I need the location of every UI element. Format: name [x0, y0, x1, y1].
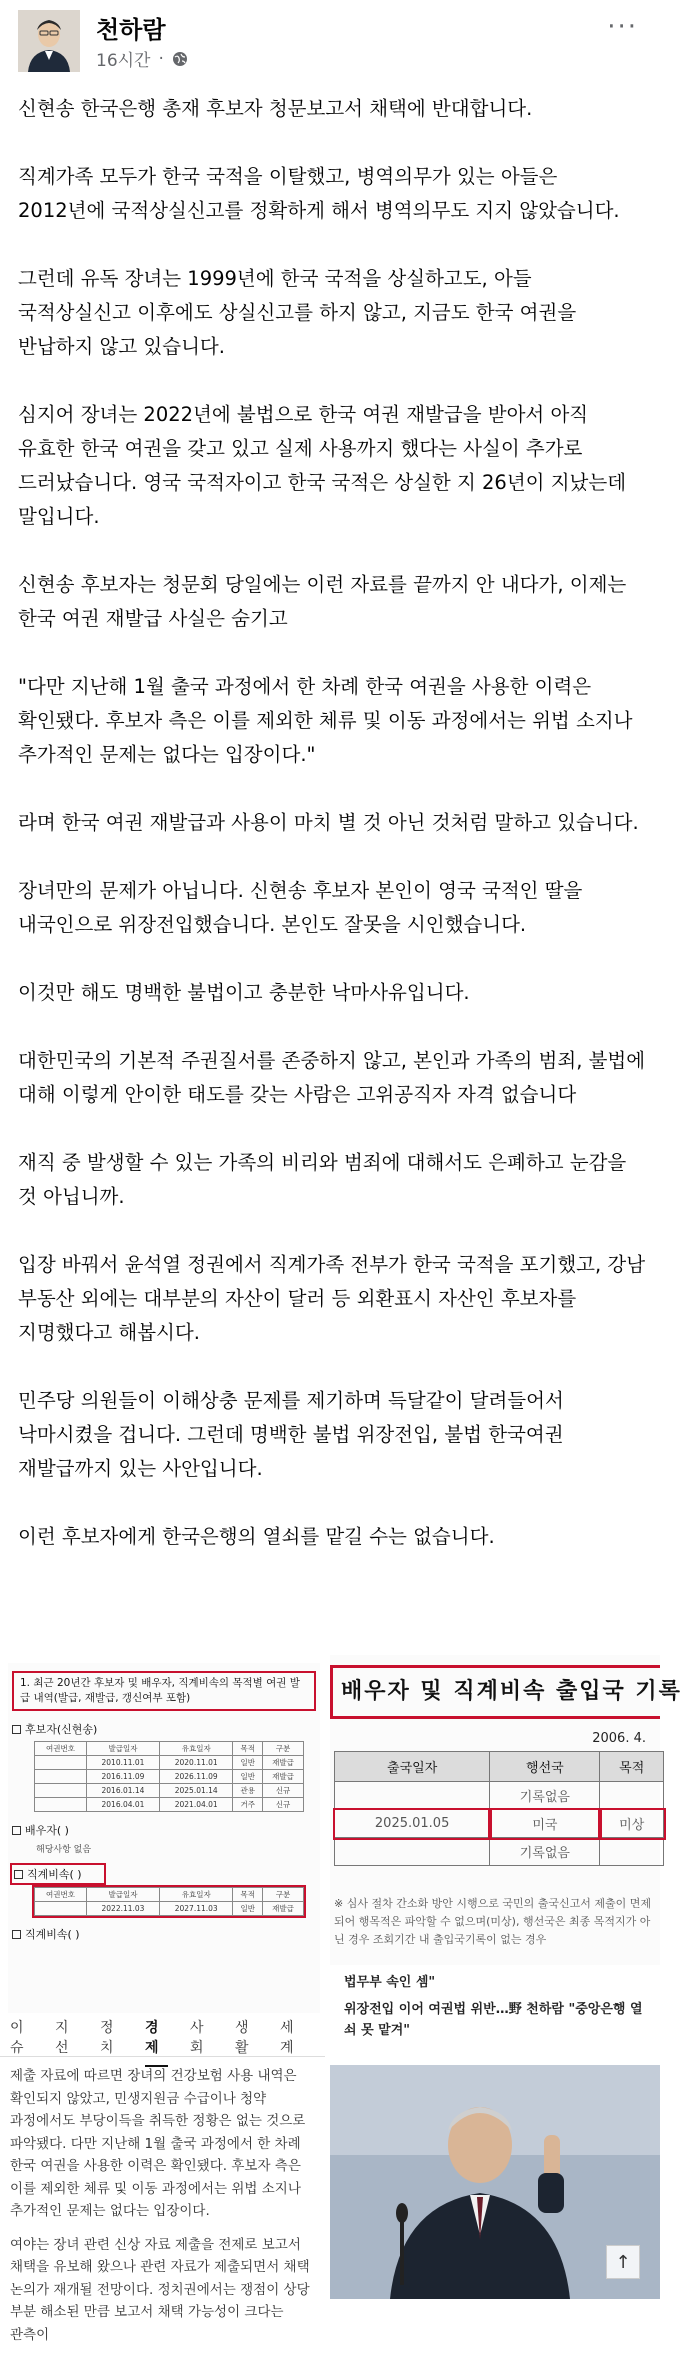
checkbox-icon	[14, 1870, 23, 1879]
post-time[interactable]: 16시간	[96, 51, 151, 71]
table-row: 2016.01.14 2025.01.14 관용 신규	[35, 1784, 304, 1798]
news-tab: 정치	[100, 2019, 114, 2056]
section-candidate: 후보자(신현송)	[12, 1721, 316, 1737]
table-row: 2010.11.01 2020.11.01 일반 재발급	[35, 1756, 304, 1770]
post-paragraph: 장녀만의 문제가 아닙니다. 신현송 후보자 본인이 영국 국적인 딸을 내국인으로 위장전입했습니다. 본인도 잘못을 시인했습니다.	[18, 879, 583, 936]
document-footnote: ※ 심사 절차 간소화 방안 시행으로 국민의 출국신고서 제출이 면제되어 행목적은 파악할 수 없으며(미상), 행선국은 최종 목적지가 아닌 경우 조회기간 내 출입국기록이 없는 경우	[334, 1897, 651, 1946]
more-options-icon[interactable]: ···	[607, 12, 638, 42]
avatar-image	[18, 10, 80, 72]
news-paragraph: 여야는 장녀 관련 신상 자료 제출을 전제로 보고서 채택을 유보해 왔으나 관련 자료가 제출되면서 채택 논의가 재개될 전망이다. 정치권에서는 쟁점이 상당 부분 해소된 만큼 보고서 채택 가능성이 크다는 관측이	[10, 2236, 310, 2343]
post-meta	[96, 46, 188, 71]
meta-separator: ·	[158, 48, 164, 69]
globe-icon	[172, 51, 188, 67]
post-paragraph: 재직 중 발생할 수 있는 가족의 비리와 범죄에 대해서도 은폐하고 눈감을 것 아닙니까.	[18, 1151, 627, 1208]
news-tabs	[0, 2017, 325, 2057]
related-news	[344, 1973, 650, 2041]
checkbox-icon	[12, 1725, 21, 1734]
document-date: 2006. 4.	[592, 1731, 646, 1746]
checkbox-icon	[12, 1826, 21, 1835]
news-paragraph: 제출 자료에 따르면 장녀의 건강보험 사용 내역은 확인되지 않았고, 민생지원금 수급이나 청약 과정에서도 부당이득을 취득한 정황은 없는 것으로 파악됐다. 다만 지난해 1월 출국 과정에서 한 차례 한국 여권을 사용한 이력은 확인됐다. 후보자 측은 이를 제외한 체류 및 이동 과정에서는 위법 소지나 추가적인 문제는 없다는 입장이다.	[10, 2068, 306, 2219]
scroll-top-button[interactable]: ↑	[606, 2245, 640, 2279]
news-tab: 사회	[190, 2019, 204, 2056]
table-row: 기록없음	[335, 1782, 664, 1810]
related-headline: 법무부 속인 셈"	[344, 1975, 436, 1990]
hearing-photo	[330, 2065, 660, 2299]
author-name[interactable]: 천하람	[96, 16, 166, 44]
post-paragraph: 신현송 후보자는 청문회 당일에는 이런 자료를 끝까지 안 내다가, 이제는 한국 여권 재발급 사실은 숨기고	[18, 573, 627, 630]
news-tab: 지선	[55, 2019, 69, 2056]
post-paragraph: 직계가족 모두가 한국 국적을 이탈했고, 병역의무가 있는 아들은 2012년에 국적상실신고를 정확하게 해서 병역의무도 지지 않았습니다.	[18, 165, 620, 222]
post-paragraph: 심지어 장녀는 2022년에 불법으로 한국 여권 재발급을 받아서 아직 유효한 한국 여권을 갖고 있고 실제 사용까지 했다는 사실이 추가로 드러났습니다. 영국 국적자이고 한국 국적은 상실한 지 26년이 지났는데 말입니다.	[18, 403, 627, 528]
post-paragraph: 라며 한국 여권 재발급과 사용이 마치 별 것 아닌 것처럼 말하고 있습니다.	[18, 811, 639, 834]
post-paragraph: 그런데 유독 장녀는 1999년에 한국 국적을 상실하고도, 아들 국적상실신고 이후에도 상실신고를 하지 않고, 지금도 한국 여권을 반납하지 않고 있습니다.	[18, 267, 577, 358]
post-paragraph: 이런 후보자에게 한국은행의 열쇠를 맡길 수는 없습니다.	[18, 1525, 495, 1548]
table-row: 기록없음	[335, 1838, 664, 1866]
spouse-note: 해당사항 없음	[36, 1845, 92, 1855]
post-paragraph: "다만 지난해 1월 출국 과정에서 한 차례 한국 여권을 사용한 이력은 확인됐다. 후보자 측은 이를 제외한 체류 및 이동 과정에서는 위법 소지나 추가적인 문제는 없다는 입장이다."	[18, 675, 633, 766]
post-paragraph: 입장 바꿔서 윤석열 정권에서 직계가족 전부가 한국 국적을 포기했고, 강남 부동산 외에는 대부분의 자산이 달러 등 외환표시 자산인 후보자를 지명했다고 해봅시다.	[18, 1253, 646, 1344]
news-tab: 이슈	[10, 2019, 24, 2056]
document-banner: 1. 최근 20년간 후보자 및 배우자, 직계비속의 목적별 여권 발급 내역(발급, 재발급, 갱신여부 포함)	[12, 1671, 316, 1711]
section-spouse: 배우자( )	[12, 1822, 316, 1838]
checkbox-icon	[12, 1930, 21, 1939]
table-row: 2016.11.09 2026.11.09 일반 재발급	[35, 1770, 304, 1784]
post-paragraph: 대한민국의 기본적 주권질서를 존중하지 않고, 본인과 가족의 범죄, 불법에 대해 이렇게 안이한 태도를 갖는 사람은 고위공직자 자격 없습니다	[18, 1049, 646, 1106]
passport-document	[8, 1663, 320, 2013]
news-article-text	[10, 2065, 316, 2357]
news-tab: 세계	[280, 2019, 294, 2056]
news-tab: 생활	[235, 2019, 249, 2056]
author-avatar[interactable]	[18, 10, 80, 72]
document-title: 배우자 및 직계비속 출입국 기록	[330, 1665, 660, 1719]
news-tab-active: 경제	[145, 2017, 168, 2067]
post-header	[0, 0, 660, 80]
section-child-2: 직계비속( )	[12, 1926, 316, 1942]
post-paragraph: 민주당 의원들이 이해상충 문제를 제기하며 득달같이 달려들어서 낙마시켰을 겁니다. 그런데 명백한 불법 위장전입, 불법 한국여권 재발급까지 있는 사안입니다.	[18, 1389, 564, 1480]
immigration-record-document	[330, 1655, 682, 1965]
post-attachments	[0, 1655, 682, 2343]
post-text	[18, 92, 648, 1588]
table-row: 2016.04.01 2021.04.01 거주 신규	[35, 1798, 304, 1812]
post-paragraph: 신현송 한국은행 총재 후보자 청문보고서 채택에 반대합니다.	[18, 97, 533, 120]
section-child-highlighted: 직계비속( )	[12, 1865, 104, 1883]
attachment-image-left[interactable]	[0, 1655, 325, 2343]
immigration-table: 출국일자 행선국 목적 기록없음 2025.01.05 미국 미상 기록없음	[334, 1751, 664, 1866]
related-headline: 위장전입 이어 여권법 위반…野 천하람 "중앙은행 열쇠 못 맡겨"	[344, 2002, 643, 2038]
post-paragraph: 이것만 해도 명백한 불법이고 충분한 낙마사유입니다.	[18, 981, 470, 1004]
attachment-image-right[interactable]	[330, 1655, 682, 2299]
table-row-highlighted: 2025.01.05 미국 미상	[335, 1810, 664, 1838]
child-passport-table: 여권번호 발급일자 유효일자 목적 구분 2022.11.03 2027.11.03 일반 재발급	[34, 1887, 304, 1916]
candidate-passport-table: 여권번호 발급일자 유효일자 목적 구분 2010.11.01 2020.11.01 일반 재발급 2016.11.09 2026.11.09 일반 재발급 2016.01.14 2025.01.14 관용 신규 2016.04.01 2021.04.01 거주 신규	[34, 1741, 304, 1812]
table-row: 2022.11.03 2027.11.03 일반 재발급	[35, 1902, 304, 1916]
